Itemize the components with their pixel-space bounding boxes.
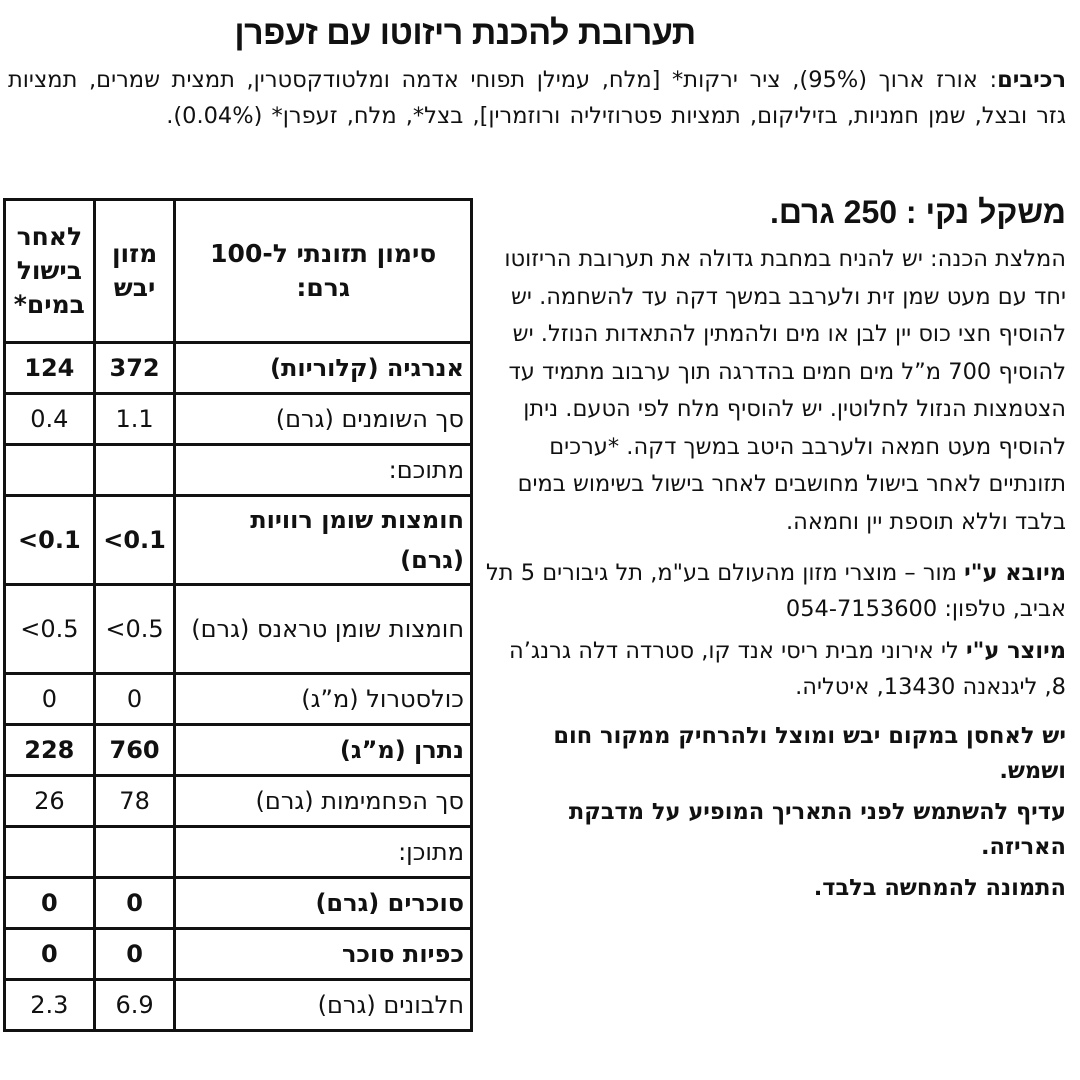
cooked-value: 0 <box>5 674 95 725</box>
manufacturer-label: מיוצר ע"י <box>965 638 1066 664</box>
dry-value: 372 <box>94 343 175 394</box>
cooked-value: 2.3 <box>5 980 95 1031</box>
info-column <box>486 190 1066 912</box>
dry-value: 0 <box>94 878 175 929</box>
ingredients-text <box>8 62 1066 134</box>
cooked-value <box>5 445 95 496</box>
dry-value: 0.5> <box>94 585 175 674</box>
importer-info <box>486 555 1066 705</box>
nutrient-name: אנרגיה (קלוריות) <box>175 343 472 394</box>
manufacturer-text: לי אירוני מבית ריסי אנד קו, סטרדה דלה גרנג’ה 8, ליגנאנה 13430, איטליה. <box>509 638 1066 700</box>
image-disclaimer: התמונה להמחשה בלבד. <box>813 875 1066 901</box>
nutrition-header-row <box>5 200 472 343</box>
table-row <box>5 585 472 674</box>
cooked-value: 0.5> <box>5 585 95 674</box>
header-dry: מזון יבש <box>94 200 175 343</box>
net-weight: משקל נקי : 250 גרם. <box>770 194 1066 230</box>
table-row <box>5 674 472 725</box>
preparation-instructions: המלצת הכנה: יש להניח במחבת גדולה את תערובת הריזוטו יחד עם מעט שמן זית ולערבב במשך דקה עד להשחמה. יש להוסיף חצי כוס יין לבן או מים ולהמתין להתאדות הנוזל. יש להוסיף 700 מ”ל מים חמים בהדרגה תוך ערבוב מתמיד עד הצטמצות הנזול לחלוטין. יש להוסיף מלח לפי הטעם. ניתן להוסיף מעט חמאה ולערבב היטב במשך דקה. *ערכים תזונתיים לאחר בישול מחושבים לאחר בישול בשימוש במים בלבד וללא תוספת יין וחמאה. <box>504 246 1066 535</box>
cooked-value: 0.4 <box>5 394 95 445</box>
nutrient-name: מתוכן: <box>175 827 472 878</box>
cooked-value <box>5 827 95 878</box>
table-row <box>5 496 472 585</box>
cooked-value: 228 <box>5 725 95 776</box>
table-row <box>5 878 472 929</box>
importer-line <box>486 555 1066 627</box>
table-row <box>5 929 472 980</box>
table-row <box>5 394 472 445</box>
cooked-value: 124 <box>5 343 95 394</box>
dry-value: 760 <box>94 725 175 776</box>
nutrition-table <box>3 198 473 1032</box>
dry-value: 0 <box>94 674 175 725</box>
nutrient-name: סוכרים (גרם) <box>175 878 472 929</box>
ingredients-list: : אורז ארוך (95%), ציר ירקות* [מלח, עמילן תפוחי אדמה ומלטודקסטרין, תמצית שמרים, תמציות גזר ובצל, שמן חמניות, בזיליקום, תמציות פטרוזיליה ורוזמרין], בצל*, מלח, זעפרן* (0.04%). <box>8 67 1066 129</box>
importer-text: מור – מוצרי מזון מהעולם בע"מ, תל גיבורים 5 תל אביב, טלפון: 054-7153600 <box>486 560 1066 622</box>
storage-notes <box>486 719 1066 906</box>
header-cooked: לאחר בישול במים* <box>5 200 95 343</box>
ingredients-label: רכיבים <box>997 67 1066 93</box>
manufacturer-line <box>486 633 1066 705</box>
dry-value: 78 <box>94 776 175 827</box>
nutrient-name: חומצות שומן רוויות (גרם) <box>175 496 472 585</box>
nutrient-name: סך הפחמימות (גרם) <box>175 776 472 827</box>
nutrient-name: כפיות סוכר <box>175 929 472 980</box>
nutrient-name: כולסטרול (מ”ג) <box>175 674 472 725</box>
expiry-note: עדיף להשתמש לפני התאריך המופיע על מדבקת האריזה. <box>568 799 1066 860</box>
nutrient-name: חומצות שומן טראנס (גרם) <box>175 585 472 674</box>
dry-value: 1.1 <box>94 394 175 445</box>
table-row <box>5 980 472 1031</box>
nutrient-name: מתוכם: <box>175 445 472 496</box>
cooked-value: 0.1> <box>5 496 95 585</box>
importer-label: מיובא ע"י <box>964 560 1066 586</box>
cooked-value: 26 <box>5 776 95 827</box>
cooked-value: 0 <box>5 929 95 980</box>
nutrient-name: סך השומנים (גרם) <box>175 394 472 445</box>
table-row <box>5 827 472 878</box>
cooked-value: 0 <box>5 878 95 929</box>
table-row <box>5 776 472 827</box>
product-title: תערובת להכנת ריזוטו עם זעפרן <box>234 14 696 52</box>
dry-value <box>94 827 175 878</box>
header-nutrient: סימון תזונתי ל-100 גרם: <box>175 200 472 343</box>
dry-value: 6.9 <box>94 980 175 1031</box>
dry-value: 0 <box>94 929 175 980</box>
table-row <box>5 725 472 776</box>
storage-note: יש לאחסן במקום יבש ומוצל ולהרחיק ממקור חום ושמש. <box>553 723 1066 784</box>
nutrient-name: נתרן (מ”ג) <box>175 725 472 776</box>
dry-value: 0.1> <box>94 496 175 585</box>
table-row <box>5 343 472 394</box>
nutrient-name: חלבונים (גרם) <box>175 980 472 1031</box>
dry-value <box>94 445 175 496</box>
table-row <box>5 445 472 496</box>
